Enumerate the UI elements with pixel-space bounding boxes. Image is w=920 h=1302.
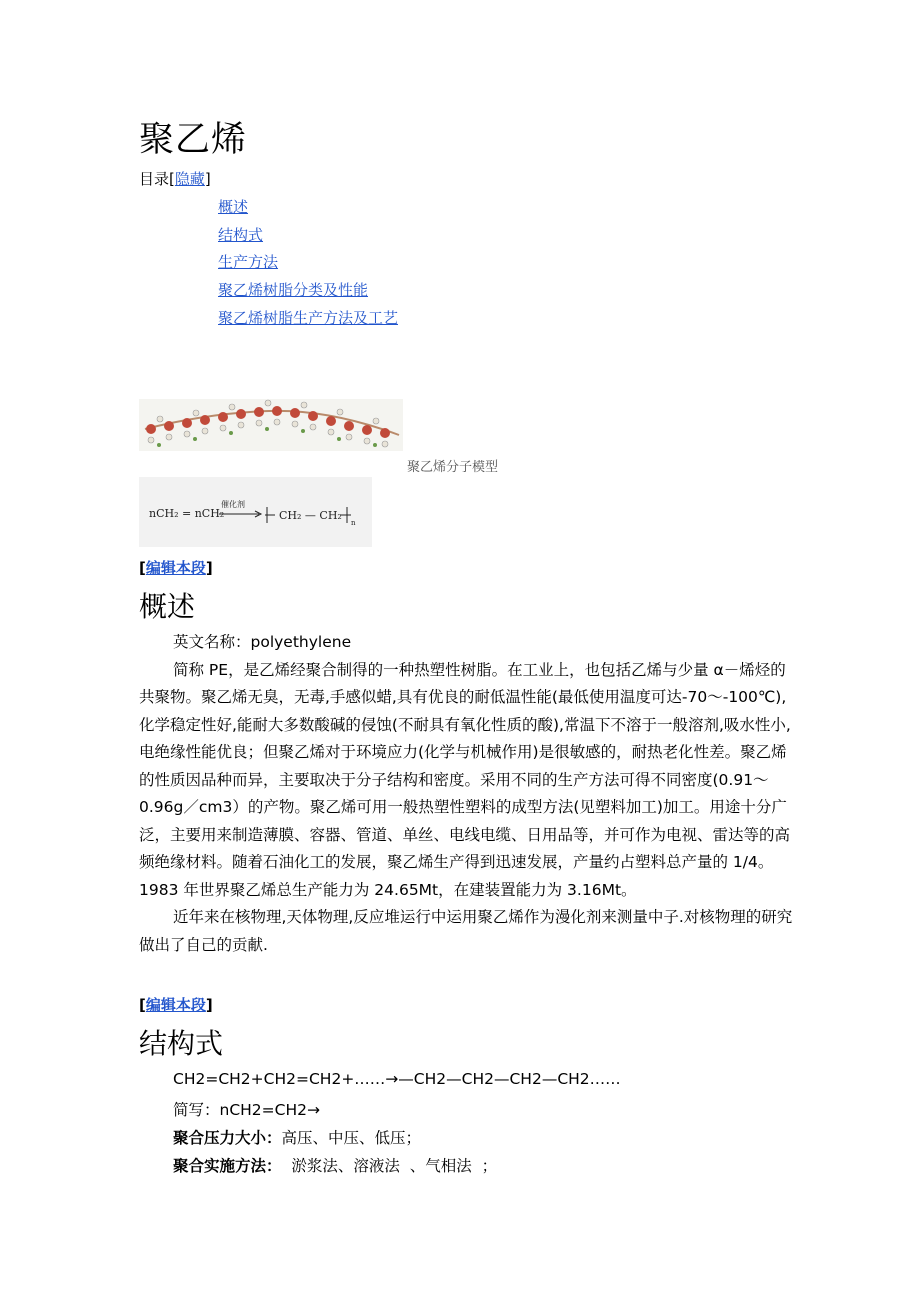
formula-n: n: [351, 519, 356, 527]
structure-formula-line: CH2=CH2+CH2=CH2+……→—CH2—CH2—CH2—CH2……: [173, 1070, 621, 1088]
polymerization-formula-image: [139, 477, 372, 547]
overview-paragraph-2: 近年来在核物理,天体物理,反应堆运行中运用聚乙烯作为漫化剂来测量中子.对核物理的研究做出了自己的贡献.: [139, 908, 793, 954]
toc-hide-link[interactable]: 隐藏: [174, 170, 205, 188]
section-heading-overview: 概述: [139, 590, 196, 623]
method-label: 聚合实施方法：: [173, 1157, 282, 1175]
pressure-label: 聚合压力大小：: [173, 1129, 282, 1147]
overview-paragraph-1: 简称 PE，是乙烯经聚合制得的一种热塑性树脂。在工业上，也包括乙烯与少量 α－烯烃的共聚物。聚乙烯无臭，无毒,手感似蜡,具有优良的耐低温性能(最低使用温度可达-70～-100℃),化学稳定性好,能耐大多数酸碱的侵蚀(不耐具有氧化性质的酸),常温下不溶于一般溶剂,吸水性小,电绝缘性能优良；但聚乙烯对于环境应力(化学与机械作用)是很敏感的，耐热老化性差。聚乙烯的性质因品种而异，主要取决于分子结构和密度。采用不同的生产方法可得不同密度(0.91～0.96g／cm3）的产物。聚乙烯可用一般热塑性塑料的成型方法(见塑料加工)加工。用途十分广泛，主要用来制造薄膜、容器、管道、单丝、电线电缆、日用品等，并可作为电视、雷达等的高频绝缘材料。随着石油化工的发展，聚乙烯生产得到迅速发展，产量约占塑料总产量的 1/4。1983 年世界聚乙烯总生产能力为 24.65Mt，在建装置能力为 3.16Mt。: [139, 660, 791, 899]
toc-item-classification[interactable]: 聚乙烯树脂分类及性能: [218, 281, 369, 299]
edit-link-structure[interactable]: 编辑本段: [145, 996, 206, 1014]
polymerization-pressure: [173, 1126, 421, 1148]
molecule-model-image: [139, 399, 403, 451]
edit-close: ]: [205, 559, 213, 577]
section-heading-structure: 结构式: [139, 1027, 224, 1060]
toc-hide-open: [: [169, 170, 175, 188]
edit-section-structure: [139, 994, 213, 1015]
method-value: 淤浆法、溶液法 、气相法 ；: [281, 1157, 498, 1175]
toc-item-process[interactable]: 聚乙烯树脂生产方法及工艺: [218, 309, 399, 327]
pressure-value: 高压、中压、低压；: [281, 1129, 422, 1147]
edit-open: [: [139, 559, 146, 577]
toc-item-overview[interactable]: 概述: [218, 198, 249, 216]
toc-hide-close: ]: [204, 170, 211, 188]
formula-right: CH₂ — CH₂: [279, 509, 342, 522]
formula-catalyst: 催化剂: [221, 500, 245, 509]
structure-short-form: 简写：nCH2=CH2→: [173, 1101, 320, 1119]
formula-left: nCH₂ = nCH₂: [149, 507, 225, 520]
edit-close: ]: [205, 996, 213, 1014]
toc-header: [139, 168, 211, 189]
edit-section-overview: [139, 557, 213, 578]
edit-link-overview[interactable]: 编辑本段: [145, 559, 206, 577]
polymerization-method: [173, 1154, 497, 1176]
toc-item-structure[interactable]: 结构式: [218, 226, 264, 244]
english-name: 英文名称：polyethylene: [173, 633, 352, 651]
edit-open: [: [139, 996, 146, 1014]
overview-body: [139, 629, 799, 959]
toc-label: 目录: [139, 170, 170, 188]
toc-item-production[interactable]: 生产方法: [218, 253, 279, 271]
page-title: 聚乙烯: [139, 120, 248, 160]
figure-caption: 聚乙烯分子模型: [407, 460, 499, 475]
